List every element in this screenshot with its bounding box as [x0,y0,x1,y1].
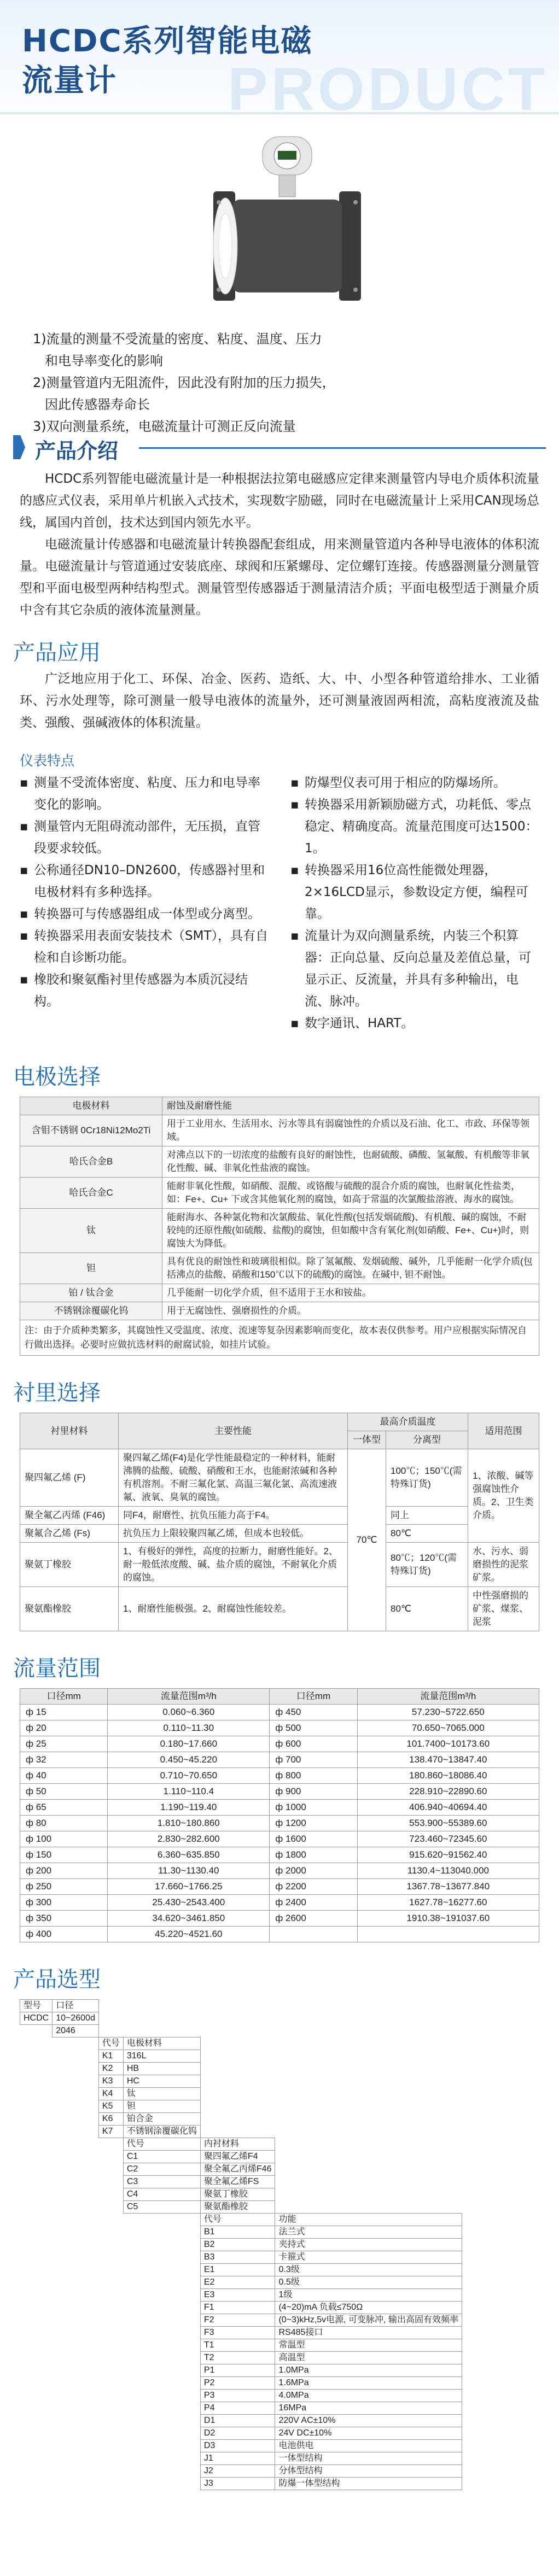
table-row [20,1115,539,1146]
option-name: 法兰式 [275,2226,462,2239]
option-name: 220V AC±10% [275,2415,462,2427]
option-code: K1 [98,2050,123,2063]
liner-material: 聚四氟乙烯 (F) [20,1449,119,1507]
electrode-name: 含钼不锈钢 0Cr18Ni12Mo2Ti [20,1115,162,1146]
feature-item: 因此传感器寿命长 [45,397,150,412]
dn-cell: ф 1000 [270,1800,357,1816]
option-code: F2 [200,2314,275,2327]
table-row [20,1525,539,1543]
electrode-use: 用于无腐蚀性、强磨损性的介质。 [162,1302,539,1320]
option-name: 0.3级 [275,2264,462,2276]
electrode-table [20,1097,539,1320]
range-cell: 70.650~7065.000 [357,1720,539,1736]
dn-cell: ф 900 [270,1784,357,1800]
option-name: 聚氨丁橡胶 [200,2188,275,2201]
table-row [20,2188,462,2201]
table-header: 口径mm [270,1689,357,1705]
dn-cell: ф 250 [20,1879,108,1895]
range-cell: 1367.78~13677.840 [357,1879,539,1895]
option-name: 聚四氟乙烯F4 [200,2151,275,2163]
liner-use: 水、污水、弱磨损性的泥浆矿浆。 [468,1543,539,1587]
page-title-line1: HCDC系列智能电磁 [22,24,313,59]
table-header: 流量范围m³/h [108,1689,270,1705]
option-name: 不锈钢涂覆碳化钨 [123,2126,200,2138]
table-header: 电极材料 [123,2038,200,2050]
table-row [20,2289,462,2302]
liner-material: 聚氟合乙烯 (Fs) [20,1525,119,1543]
option-name: 铂合金 [123,2113,200,2126]
table-row [20,2025,462,2038]
electrode-use: 能耐海水、各种氯化物和次氯酸盐、氧化性酸(包括发烟硫酸)、有机酸、碱的腐蚀，不耐较纯的还原性酸(如硫酸、盐酸)的腐蚀，但如酸中含有氧化剂(如硝酸、Fe+、Cu+)时，则腐蚀大为降低。 [162,1209,539,1253]
liner-performance: 抗负压力上限较聚四氟乙烯，但成本也较低。 [119,1525,348,1543]
section-title-features: 仪表特点 [20,753,75,769]
list-item: ▪ 公称通径DN10–DN2600，传感器衬里和电极材料有多种选择。 [20,859,269,903]
option-code: D3 [200,2440,275,2452]
dn-cell: ф 50 [20,1784,108,1800]
dn-cell: ф 2600 [270,1911,357,1927]
table-row [20,2352,462,2364]
table-row [20,1302,539,1320]
table-row [20,1543,539,1587]
option-code: K7 [98,2126,123,2138]
dn-cell: ф 300 [20,1895,108,1911]
section-title-selection: 产品选型 [13,1967,101,1992]
option-code: C3 [123,2176,200,2188]
feature-item: 3)双向测量系统，电磁流量计可测正反向流量 [33,419,296,434]
table-row [20,2251,462,2264]
range-cell: 138.470~13847.40 [357,1752,539,1768]
table-header: 口径mm [20,1689,108,1705]
table-row [20,2452,462,2465]
table-header: 最高介质温度 [348,1413,468,1431]
table-row [20,2012,462,2025]
range-cell: 406.940~40694.40 [357,1800,539,1816]
table-row [20,2465,462,2478]
dn-cell: ф 40 [20,1768,108,1784]
model-selection-table [20,1999,462,2490]
liner-temp-split: 80℃ [386,1525,468,1543]
dn-cell: ф 1800 [270,1847,357,1863]
table-header: 内衬材料 [200,2138,275,2151]
option-code: K6 [98,2113,123,2126]
table-row [20,2440,462,2452]
option-name: 聚氨酯橡胶 [200,2201,275,2214]
table-row [20,1284,539,1302]
dn-cell: ф 150 [20,1847,108,1863]
table-row [20,2163,462,2176]
dn-range: 10~2600d [53,2012,99,2025]
option-name: 钽 [123,2100,200,2113]
table-header-row [20,1689,539,1705]
liner-temp-split: 100℃；150℃(需特殊订货) [386,1449,468,1507]
range-cell: 723.460~72345.60 [357,1831,539,1847]
option-code: P4 [200,2402,275,2415]
table-header: 电极材料 [20,1097,162,1115]
option-name: 电池供电 [275,2440,462,2452]
option-name: 0.5级 [275,2276,462,2289]
table-header: 口径 [53,2000,99,2012]
table-row [20,2377,462,2390]
table-row [20,1146,539,1178]
table-row [20,2339,462,2352]
table-row [20,2415,462,2427]
table-header-row [20,2214,462,2226]
section-title-liner: 衬里选择 [13,1380,101,1406]
table-row [20,1895,539,1911]
table-row [20,2276,462,2289]
table-row [20,2201,462,2214]
range-cell: 0.710~70.650 [108,1768,270,1784]
option-code: E1 [200,2264,275,2276]
feature-item: 和电导率变化的影响 [45,353,163,368]
option-code: E3 [200,2289,275,2302]
table-header: 功能 [275,2214,462,2226]
electrode-use: 几乎能耐一切化学介质，但不适用于王水和铵盐。 [162,1284,539,1302]
dn-cell: ф 500 [270,1720,357,1736]
table-row [20,1863,539,1879]
option-code: C5 [123,2201,200,2214]
dn-cell: ф 15 [20,1705,108,1720]
option-name: 316L [123,2050,200,2063]
table-row [20,1800,539,1816]
table-row [20,2126,462,2138]
option-code: K4 [98,2088,123,2100]
table-row [20,1209,539,1253]
option-name: 1.0MPa [275,2364,462,2377]
electrode-name: 铂 / 钛合金 [20,1284,162,1302]
option-code: F3 [200,2327,275,2339]
table-row [20,2264,462,2276]
liner-use: 1、浓酸、碱等强腐蚀性介质。2、卫生类介质。 [468,1449,539,1543]
table-header: 代号 [200,2214,275,2226]
option-code: J3 [200,2478,275,2490]
feature-item: 2)测量管道内无阻流件，因此没有附加的压力损失， [33,375,335,390]
option-code: B1 [200,2226,275,2239]
range-cell: 1.110~110.4 [108,1784,270,1800]
electrode-use: 用于工业用水、生活用水、污水等具有弱腐蚀性的介质以及石油、化工、市政、环保等领域。 [162,1115,539,1146]
table-row [20,2402,462,2415]
table-row [20,1587,539,1631]
table-row [20,2478,462,2490]
electrode-use: 具有优良的耐蚀性和玻璃很相似。除了氢氟酸、发烟硫酸、碱外，几乎能耐一化学介质(包括沸点的盐酸、硝酸和150℃以下的硫酸)的腐蚀。在碱中, 钽不耐蚀。 [162,1253,539,1284]
electrode-use: 能耐非氧化性酸，如硝酸、混酸、或铬酸与硫酸的混合介质的腐蚀，也耐氧化性盐类，如：Fe+、Cu+ 下或含其他氧化剂的腐蚀，如高于常温的次氯酸盐溶液、海水的腐蚀。 [162,1178,539,1209]
option-name: 夹持式 [275,2239,462,2251]
option-name: (0~3)kHz,5v电源, 可变脉冲, 输出高固有效频率 [275,2314,462,2327]
table-header: 分离型 [386,1431,468,1449]
table-row [20,2390,462,2402]
list-item: ▪ 防爆型仪表可用于相应的防爆场所。 [290,772,539,794]
range-cell: 1910.38~191037.60 [357,1911,539,1927]
range-cell: 101.7400~10173.60 [357,1736,539,1752]
option-name: 高温型 [275,2352,462,2364]
section-title-electrode: 电极选择 [13,1064,101,1090]
dn-cell: ф 600 [270,1736,357,1752]
table-row [20,2151,462,2163]
liner-table [20,1413,539,1631]
page-title-line2: 流量计 [22,63,117,98]
option-code: T1 [200,2339,275,2352]
option-name: (4~20)mA 负载≤750Ω [275,2302,462,2314]
feature-item: 1)流量的测量不受流量的密度、粘度、温度、压力 [33,331,322,347]
range-cell: 6.360~635.850 [108,1847,270,1863]
option-name: 防爆一体型结构 [275,2478,462,2490]
table-row [20,2063,462,2075]
application-paragraph: 广泛地应用于化工、环保、冶金、医药、造纸、大、中、小型各种管道给排水、工业循环、污水处理等，除可测量一般导电液体的流量外，还可测量液固两相流，高粘度液流及盐类、强酸、强碱液体的体积流量。 [20,672,539,730]
table-row [20,1911,539,1927]
table-row [20,1253,539,1284]
electrode-name: 钛 [20,1209,162,1253]
liner-material: 聚氨丁橡胶 [20,1543,119,1587]
liner-temp-split: 同上 [386,1507,468,1525]
table-header: 一体型 [348,1431,386,1449]
dn-cell: ф 2400 [270,1895,357,1911]
intro-paragraph-2: 电磁流量计传感器和电磁流量计转换器配套组成，用来测量管道内各种导电液体的体积流量。电磁流量计与管道通过安装底座、球阀和压紧螺母、定位螺钉连接。传感器测量分测量管型和平面电极型两种结构型式。测量管型传感器适于测量清洁介质；平面电极型适于测量介质中含有其它杂质的液体流量测量。 [20,537,539,617]
section-rule [139,447,546,449]
option-code: E2 [200,2276,275,2289]
option-name: 1.6MPa [275,2377,462,2390]
option-name: 1级 [275,2289,462,2302]
table-row [20,1784,539,1800]
table-row [20,2100,462,2113]
table-header: 衬里材料 [20,1413,119,1449]
option-code: P2 [200,2377,275,2390]
option-name: 一体型结构 [275,2452,462,2465]
table-header-row [20,1097,539,1115]
feature-list [33,328,335,437]
liner-use: 中性强磨损的矿浆、煤浆、泥浆 [468,1587,539,1631]
liner-material: 聚全氟乙丙烯 (F46) [20,1507,119,1525]
table-row [20,2226,462,2239]
option-code: B3 [200,2251,275,2264]
section-marker [13,435,25,459]
list-item: ▪ 转换器可与传感器组成一体型或分离型。 [20,903,269,925]
feature-column-left [20,772,269,1034]
table-header: 适用范围 [468,1413,539,1449]
range-cell: 11.30~1130.40 [108,1863,270,1879]
option-code: D2 [200,2427,275,2440]
electrode-note: 注：由于介质种类繁多，其腐蚀性又受温度、浓度、流速等复杂因素影响而变化，故本表仅供参考。用户应根据实际情况自行做出选择。必要时应做抗选材料的耐腐试验，如挂片试验。 [20,1320,539,1356]
range-cell: 1.190~119.40 [108,1800,270,1816]
dn-cell: ф 1600 [270,1831,357,1847]
range-cell: 17.660~1766.25 [108,1879,270,1895]
electrode-name: 钽 [20,1253,162,1284]
table-row [20,2075,462,2088]
electrode-name: 哈氏合金C [20,1178,162,1209]
option-name: 24V DC±10% [275,2427,462,2440]
section-header-intro [13,432,546,462]
list-item: ▪ 转换器采用16位高性能微处理器，2×16LCD显示，参数设定方便，编程可靠。 [290,859,539,925]
list-item: ▪ 测量不受流体密度、粘度、压力和电导率变化的影响。 [20,772,269,816]
flowmeter-image [180,131,388,312]
list-item: ▪ 橡胶和聚氨酯衬里传感器为本质沉浸结构。 [20,969,269,1012]
range-cell: 1.810~180.860 [108,1816,270,1831]
option-code: T2 [200,2352,275,2364]
table-header-row [20,2138,462,2151]
range-cell: 1627.78~16277.60 [357,1895,539,1911]
table-row [20,2327,462,2339]
electrode-name: 哈氏合金B [20,1146,162,1178]
dn-cell: ф 350 [20,1911,108,1927]
option-name: 聚全氟乙烯FS [200,2176,275,2188]
table-row [20,1507,539,1525]
range-cell: 1130.4~113040.000 [357,1863,539,1879]
option-name: 分体型结构 [275,2465,462,2478]
liner-temp-one: 70℃ [348,1449,386,1631]
section-title: 产品介绍 [35,439,119,463]
option-code: K2 [98,2063,123,2075]
range-cell: 915.620~91562.40 [357,1847,539,1863]
liner-temp-split: 80℃ [386,1587,468,1631]
range-cell: 0.450~45.220 [108,1752,270,1768]
option-code: C1 [123,2151,200,2163]
dn-cell: ф 25 [20,1736,108,1752]
hero-section [0,0,559,328]
range-cell: 180.860~18086.40 [357,1768,539,1784]
dn-cell: ф 20 [20,1720,108,1736]
option-code: F1 [200,2302,275,2314]
table-row [20,1705,539,1720]
option-name: 常温型 [275,2339,462,2352]
option-code: C4 [123,2188,200,2201]
option-code: C2 [123,2163,200,2176]
table-row [20,2088,462,2100]
table-header: 流量范围m³/h [357,1689,539,1705]
list-item: ▪ 转换器采用表面安装技术（SMT），具有自检和自诊断功能。 [20,925,269,969]
option-name: HB [123,2063,200,2075]
option-name: 聚全氟乙丙烯F46 [200,2163,275,2176]
dn-cell: ф 1200 [270,1816,357,1831]
option-code: K5 [98,2100,123,2113]
option-name: 4.0MPa [275,2390,462,2402]
flow-range-table [20,1688,539,1942]
dn-cell: ф 700 [270,1752,357,1768]
list-item: ▪ 测量管内无阻碍流动部件，无压损，直管段要求较低。 [20,816,269,859]
dn-cell: ф 400 [20,1927,108,1942]
dn-cell: ф 800 [270,1768,357,1784]
dn-cell: ф 450 [270,1705,357,1720]
option-name: 16MPa [275,2402,462,2415]
table-row [20,1831,539,1847]
dn-extra: 2046 [53,2025,99,2038]
option-code: D1 [200,2415,275,2427]
range-cell: 45.220~4521.60 [108,1927,270,1942]
range-cell: 0.110~11.30 [108,1720,270,1736]
electrode-use: 对沸点以下的一切浓度的盐酸有良好的耐蚀性，也耐硫酸、磷酸、氢氟酸、有机酸等非氧化性酸、碱、非氧化性盐液的腐蚀。 [162,1146,539,1178]
liner-material: 聚氨酯橡胶 [20,1587,119,1631]
range-cell: 34.620~3461.850 [108,1911,270,1927]
table-row [20,1927,539,1942]
option-code: K3 [98,2075,123,2088]
feature-columns [20,772,539,1034]
table-row [20,2314,462,2327]
dn-cell: ф 32 [20,1752,108,1768]
table-row [20,1847,539,1863]
table-row [20,2302,462,2314]
liner-performance: 1、有极好的弹性，高度的拉断力，耐磨性能好。2、耐一般低浓度酸、碱、盐介质的腐蚀，不耐氧化介质的腐蚀。 [119,1543,348,1587]
model-code: HCDC [20,2012,53,2025]
table-row [20,1449,539,1507]
list-item: ▪ 数字通讯、HART。 [290,1012,539,1034]
liner-temp-split: 80℃；120℃(需特殊订货) [386,1543,468,1587]
dn-cell: ф 80 [20,1816,108,1831]
table-header-row [20,2038,462,2050]
table-header-row [20,1413,539,1431]
dn-cell: ф 65 [20,1800,108,1816]
intro-paragraph-1: HCDC系列智能电磁流量计是一种根据法拉第电磁感应定律来测量管内导电介质体积流量的感应式仪表，采用单片机嵌入式技术，实现数字励磁，同时在电磁流量计上采用CAN现场总线，属国内首创，技术达到国内领先水平。 [20,472,539,530]
table-row [20,1752,539,1768]
section-title-flow-range: 流量范围 [13,1656,101,1681]
option-code: J1 [200,2452,275,2465]
range-cell: 0.180~17.660 [108,1736,270,1752]
option-name: RS485接口 [275,2327,462,2339]
option-name: 卡箍式 [275,2251,462,2264]
list-item: ▪ 流量计为双向测量系统，内装三个积算器：正向总量、反向总量及差值总量，可显示正、反流量，并具有多种输出，电流、脉冲。 [290,925,539,1012]
table-header-row [20,2000,462,2012]
page-title [22,22,313,101]
option-name: 钛 [123,2088,200,2100]
dn-cell: ф 2200 [270,1879,357,1895]
table-row [20,2364,462,2377]
range-cell [357,1927,539,1942]
dn-cell: ф 2000 [270,1863,357,1879]
table-header: 型号 [20,2000,53,2012]
range-cell: 228.910~22890.60 [357,1784,539,1800]
option-name: HC [123,2075,200,2088]
table-row [20,1879,539,1895]
option-code: B2 [200,2239,275,2251]
table-header: 主要性能 [119,1413,348,1449]
table-row [20,2427,462,2440]
table-header: 代号 [98,2038,123,2050]
range-cell: 2.830~282.600 [108,1831,270,1847]
table-row [20,1178,539,1209]
table-row [20,1768,539,1784]
section-title-application: 产品应用 [13,640,101,665]
dn-cell [270,1927,357,1942]
liner-performance: 聚四氟乙烯(F4)是化学性能最稳定的一种材料，能耐沸腾的盐酸、硫酸、硝酸和王水，也能耐浓碱和各种有机溶剂。不耐三氟化氯、高温三氟化氯、高流速液氟、液氧、臭氧的腐蚀。 [119,1449,348,1507]
feature-column-right [290,772,539,1034]
dn-cell: ф 200 [20,1863,108,1879]
range-cell: 57.230~5722.650 [357,1705,539,1720]
liner-performance: 同F4，耐磨性、抗负压能力高于F4。 [119,1507,348,1525]
table-row [20,1720,539,1736]
table-row [20,1816,539,1831]
option-code: P1 [200,2364,275,2377]
table-row [20,2239,462,2251]
list-item: ▪ 转换器采用新颖励磁方式，功耗低、零点稳定、精确度高。流量范围度可达1500：1。 [290,794,539,859]
table-row [20,2176,462,2188]
table-row [20,2050,462,2063]
range-cell: 553.900~55389.60 [357,1816,539,1831]
range-cell: 0.060~6.360 [108,1705,270,1720]
hero-watermark: PRODUCT [228,56,548,123]
option-code: P3 [200,2390,275,2402]
electrode-name: 不锈钢涂覆碳化钨 [20,1302,162,1320]
table-row [20,1736,539,1752]
table-row [20,2113,462,2126]
table-header: 耐蚀及耐磨性能 [162,1097,539,1115]
dn-cell: ф 100 [20,1831,108,1847]
option-code: J2 [200,2465,275,2478]
table-header: 代号 [123,2138,200,2151]
liner-performance: 1、耐磨性能极强。2、耐腐蚀性能较差。 [119,1587,348,1631]
range-cell: 25.430~2543.400 [108,1895,270,1911]
